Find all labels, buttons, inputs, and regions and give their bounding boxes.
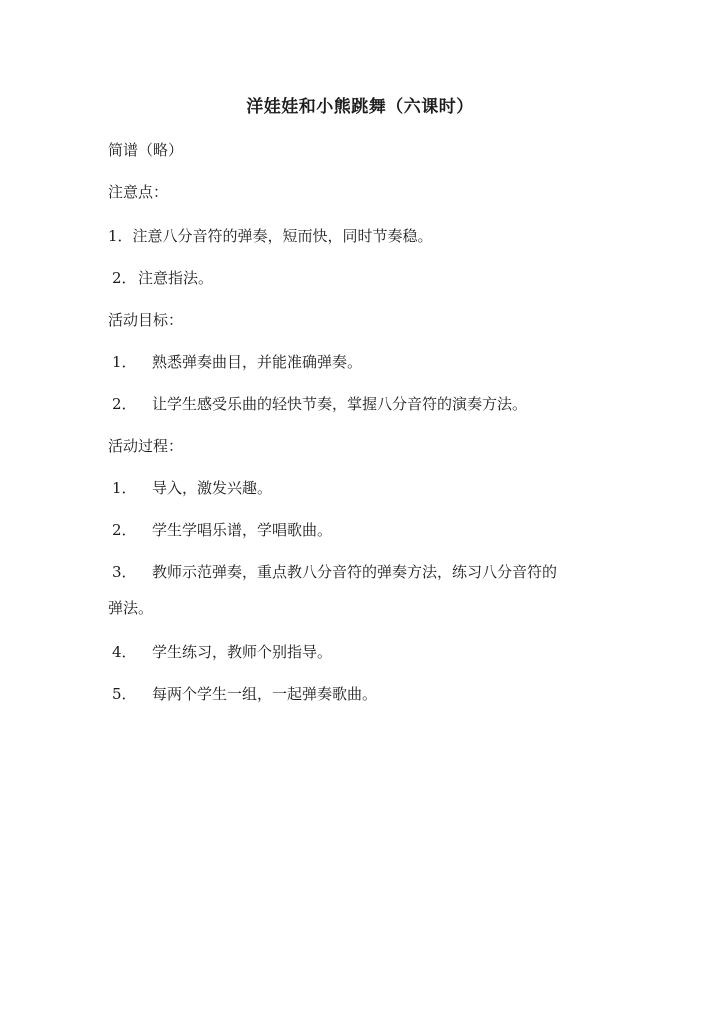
goals-heading: 活动目标： bbox=[108, 311, 184, 329]
list-text: 注意八分音符的弹奏，短而快，同时节奏稳。 bbox=[132, 227, 433, 245]
list-number: 2． bbox=[112, 521, 137, 539]
list-text: 注意指法。 bbox=[138, 269, 214, 287]
document-title: 洋娃娃和小熊跳舞（六课时） bbox=[246, 97, 474, 117]
list-text: 学生练习，教师个别指导。 bbox=[152, 643, 333, 661]
process-heading: 活动过程： bbox=[108, 437, 184, 455]
process-item-4 bbox=[112, 642, 332, 662]
list-text: 导入，激发兴趣。 bbox=[152, 479, 273, 497]
list-number: 1． bbox=[112, 479, 137, 497]
list-text: 让学生感受乐曲的轻快节奏，掌握八分音符的演奏方法。 bbox=[152, 395, 528, 413]
list-number: 1． bbox=[112, 353, 137, 371]
process-item-1 bbox=[112, 478, 272, 498]
score-note: 简谱（略） bbox=[108, 141, 184, 159]
list-text: 熟悉弹奏曲目，并能准确弹奏。 bbox=[152, 353, 363, 371]
list-number: 1． bbox=[108, 227, 133, 245]
list-number: 3． bbox=[112, 563, 137, 581]
list-text: 学生学唱乐谱，学唱歌曲。 bbox=[152, 521, 333, 539]
list-text: 教师示范弹奏，重点教八分音符的弹奏方法，练习八分音符的 bbox=[152, 563, 558, 581]
process-item-2 bbox=[112, 520, 332, 540]
list-number: 4． bbox=[112, 643, 137, 661]
goals-item-1 bbox=[112, 352, 362, 372]
list-number: 5． bbox=[112, 685, 137, 703]
notes-item-1 bbox=[108, 226, 433, 246]
list-number: 2． bbox=[112, 269, 137, 287]
goals-item-2 bbox=[112, 394, 527, 414]
list-number: 2． bbox=[112, 395, 137, 413]
notes-heading: 注意点： bbox=[108, 183, 169, 201]
process-item-5 bbox=[112, 684, 377, 704]
list-text: 每两个学生一组，一起弹奏歌曲。 bbox=[152, 685, 378, 703]
process-item-3-continuation: 弹法。 bbox=[108, 599, 154, 617]
process-item-3 bbox=[112, 562, 557, 582]
notes-item-2 bbox=[112, 268, 213, 288]
